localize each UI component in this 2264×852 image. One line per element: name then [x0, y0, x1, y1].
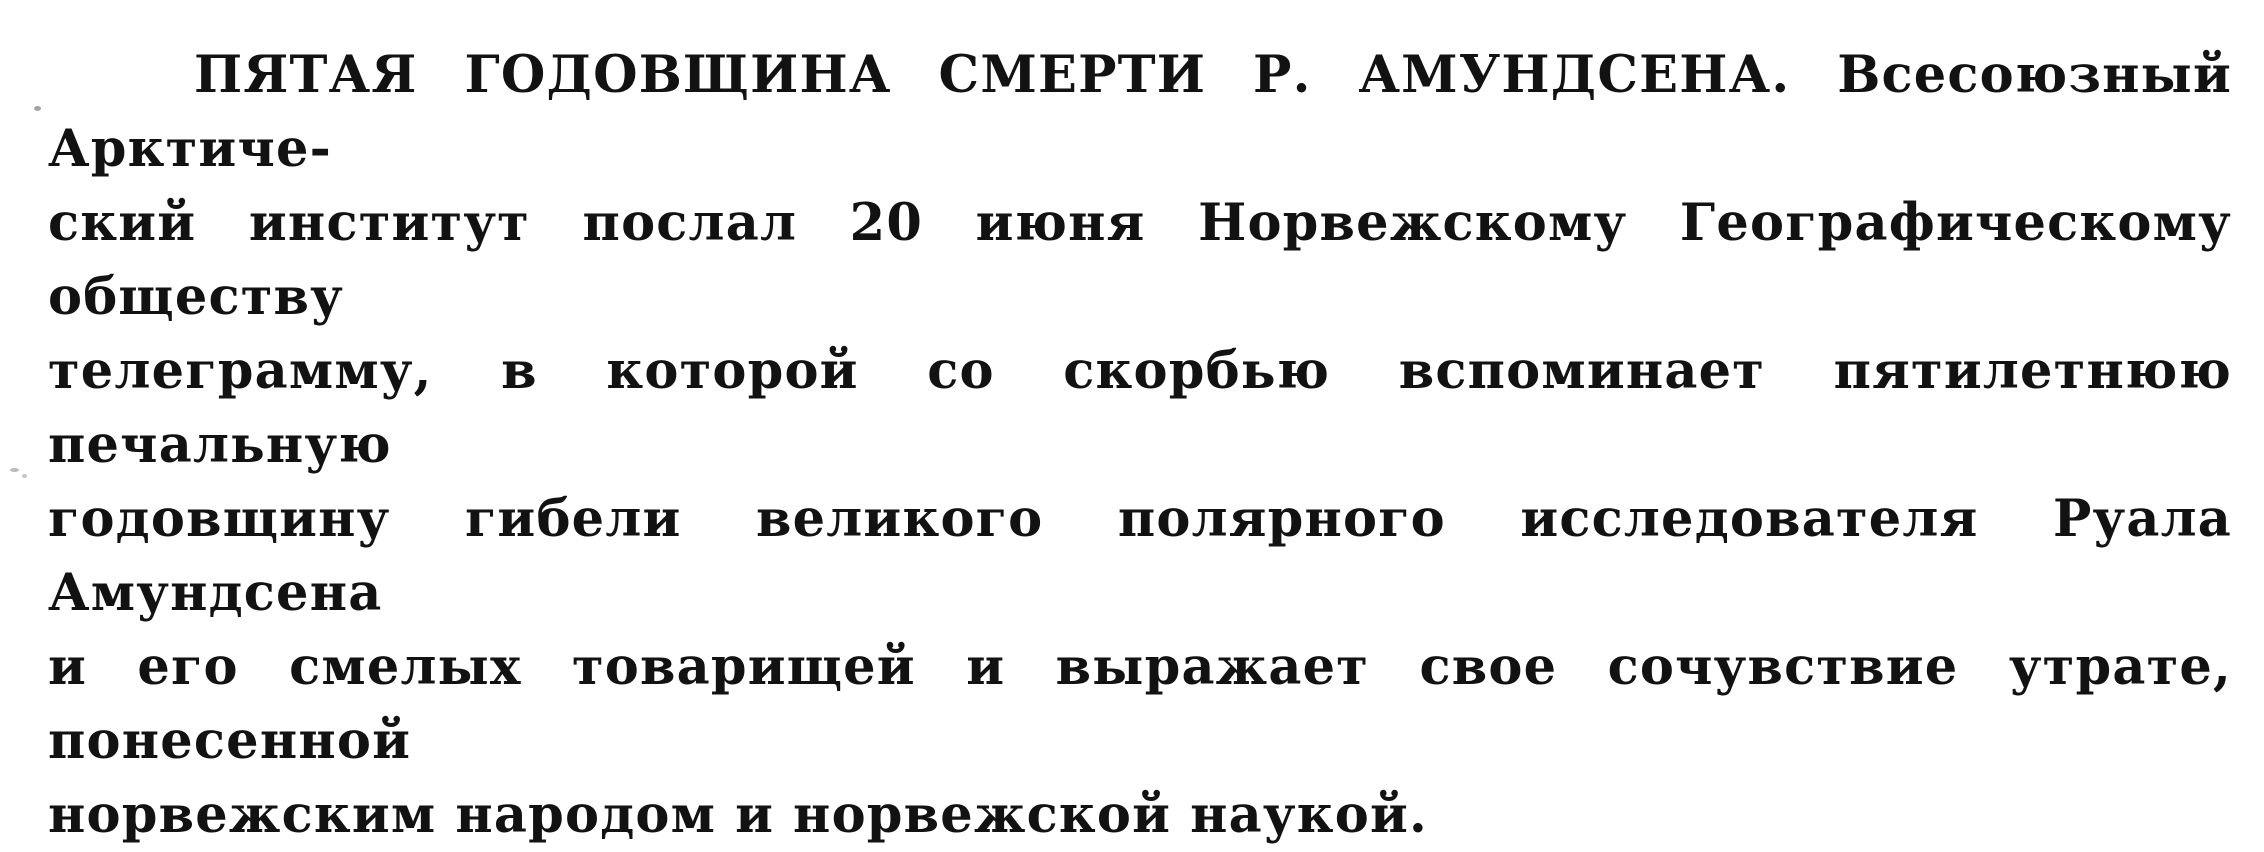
scan-speck	[10, 468, 19, 472]
text-line-3: телеграмму, в которой со скорбью вспоминает пятилетнюю печальную	[48, 341, 2232, 475]
paragraph	[48, 38, 2232, 852]
text-line-1: ПЯТАЯ ГОДОВЩИНА СМЕРТИ Р. АМУНДСЕНА. Всесоюзный Арктиче-	[48, 45, 2232, 179]
text-line-2: ский институт послал 20 июня Норвежскому Географическому обществу	[48, 193, 2232, 327]
scan-speck	[22, 474, 27, 478]
text-line-5: и его смелых товарищей и выражает свое сочувствие утрате, понесенной	[48, 637, 2232, 771]
text-line-6: норвежским народом и норвежской наукой.	[48, 785, 1428, 845]
scan-speck	[34, 106, 41, 111]
text-line-4: годовщину гибели великого полярного исследователя Руала Амундсена	[48, 489, 2232, 623]
